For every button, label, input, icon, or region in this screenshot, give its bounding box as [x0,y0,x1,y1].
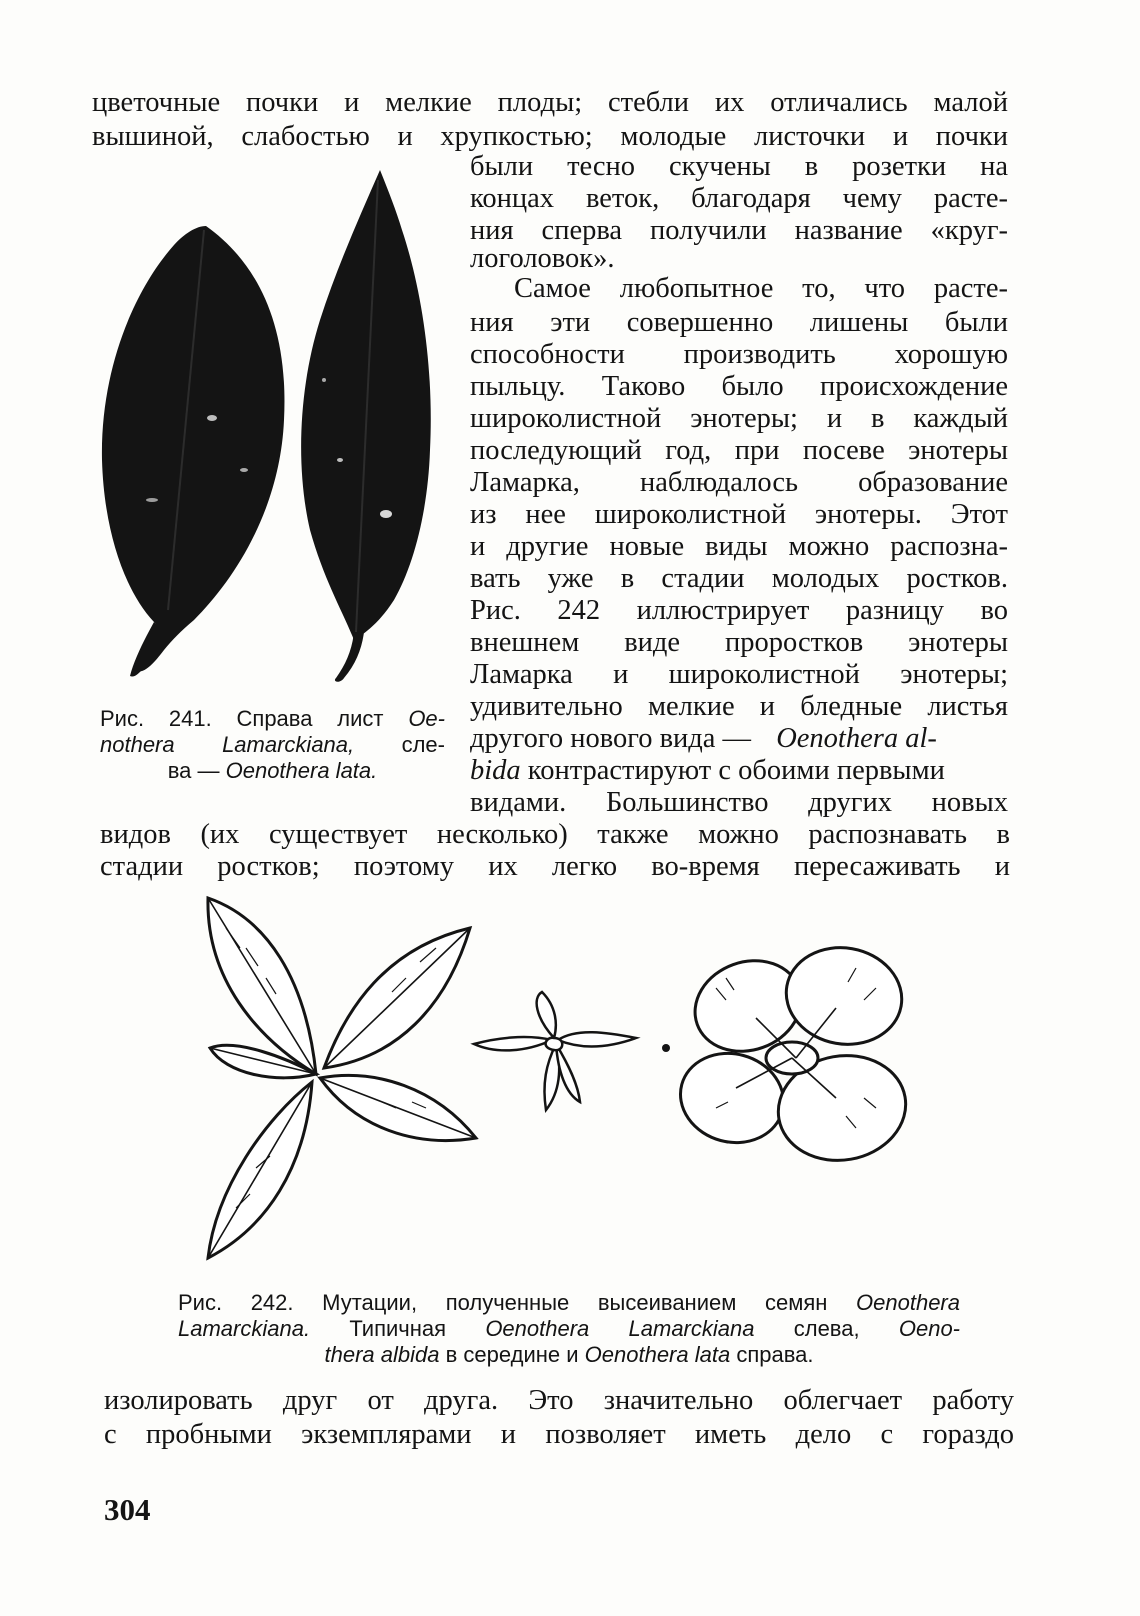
caption-241-part-d: сле- [354,732,445,757]
text-line-11: широколистной энотеры; и в каждый [470,403,1008,434]
figure-241-leaves [84,170,464,690]
text-line-17: Рис. 242 иллюстрирует разницу во [470,595,1008,626]
caption-242-part-i: в середине и [439,1342,585,1367]
figure-242-caption-line-1 [178,1290,960,1316]
caption-241-part-c: nothera Lamarckiana, [100,732,355,757]
text-line-6: логоловок». [470,243,615,274]
caption-241-part-b: Oe- [408,706,445,731]
text-line-22-rest: контрастируют с обоими первыми [520,755,945,786]
caption-242-part-b: Oenothera [856,1290,960,1315]
figure-241-caption-line-2 [100,732,445,758]
caption-242-part-k: справа. [730,1342,814,1367]
text-line-16: вать уже в стадии молодых ростков. [470,563,1008,594]
text-line-23: видами. Большинство других новых [470,787,1008,818]
caption-242-part-e: Oenothera Lamarckiana [485,1316,755,1341]
text-line-3: были тесно скучены в розетки на [470,151,1008,182]
text-line-7: Самое любопытное то, что расте- [514,273,1008,304]
text-line-15: и другие новые виды можно распозна- [470,531,1008,562]
seedling-lata-right [670,939,914,1171]
caption-241-part-f: Oenothera lata. [225,758,378,783]
caption-242-part-c: Lamarckiana. [178,1316,311,1341]
text-line-10: пыльцу. Таково было происхождение [470,371,1008,402]
caption-242-part-j: Oenothera lata [584,1342,731,1367]
text-line-1: цветочные почки и мелкие плоды; стебли их отличались малой [92,87,1008,118]
figure-242-caption-line-3 [178,1342,960,1368]
leaf-lata-left [102,226,285,677]
text-line-21-start: другого нового вида — [470,723,759,754]
caption-242-part-d: Типичная [310,1316,486,1341]
leaf-lamarckiana-right [301,170,431,682]
caption-242-part-g: Oeno- [898,1316,961,1341]
text-line-14: из нее широколистной энотеры. Этот [470,499,1008,530]
text-line-9: способности производить хорошую [470,339,1008,370]
seedling-lamarckiana-left [208,898,476,1258]
caption-241-part-e: ва — [167,758,226,783]
text-line-27: с пробными экземплярами и позволяет иметь дело с гораздо [104,1419,1014,1450]
text-line-8: ния эти совершенно лишены были [470,307,1008,338]
figure-241-caption-line-3 [100,758,445,784]
species-name-albida-2: bida [470,755,521,786]
text-line-12: последующий год, при посеве энотеры [470,435,1008,466]
species-name-albida-1: Oenothera al- [776,723,937,754]
caption-241-part-a: Рис. 241. Справа лист [100,706,409,731]
text-line-20: удивительно мелкие и бледные листья [470,691,1008,722]
text-line-19: Ламарка и широколистной энотеры; [470,659,1008,690]
text-line-24: видов (их существует несколько) также можно распознавать в [100,819,1010,850]
text-line-13: Ламарка, наблюдалось образование [470,467,1008,498]
text-line-26: изолировать друг от друга. Это значительно облегчает работу [104,1385,1014,1416]
caption-242-part-a: Рис. 242. Мутации, полученные высеиванием семян [178,1290,857,1315]
caption-242-part-h: thera albida [324,1342,440,1367]
text-line-4: концах веток, благодаря чему расте- [470,183,1008,214]
text-line-22 [470,754,1008,788]
caption-242-part-f: слева, [754,1316,899,1341]
seedling-albida-middle [474,992,636,1110]
text-line-18: внешнем виде проростков энотеры [470,627,1008,658]
text-line-2: вышиной, слабостью и хрупкостью; молодые листочки и почки [92,121,1008,152]
page-number: 304 [104,1492,151,1527]
figure-242-seedlings [196,888,956,1280]
figure-241-caption-line-1 [100,706,445,732]
text-line-21 [470,722,1008,756]
figure-242-caption-line-2 [178,1316,960,1342]
text-line-25: стадии ростков; поэтому их легко во-время пересаживать и [100,851,1010,882]
text-line-5: ния сперва получили название «круг- [470,215,1008,246]
figure-242-dot [662,1044,670,1052]
